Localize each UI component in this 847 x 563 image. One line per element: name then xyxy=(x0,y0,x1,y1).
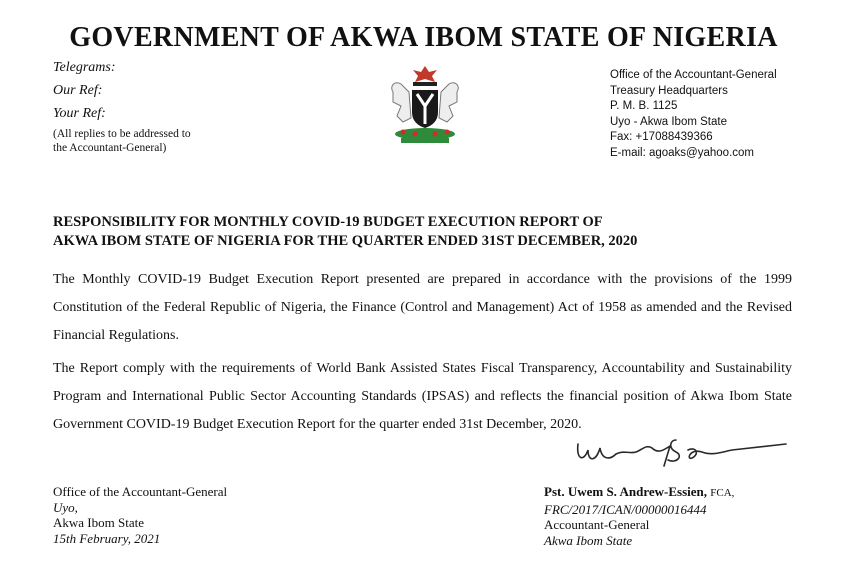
address-line-pmb: P. M. B. 1125 xyxy=(610,100,678,112)
signatory-name-line xyxy=(544,484,734,502)
your-ref-label: Your Ref: xyxy=(53,106,106,121)
signatory-registration: FRC/2017/ICAN/00000016444 xyxy=(544,501,707,517)
footer-state: Akwa Ibom State xyxy=(53,515,144,530)
replies-note-line1: (All replies to be addressed to xyxy=(53,128,191,140)
replies-note-line2: the Accountant-General) xyxy=(53,142,167,154)
letterhead-title: GOVERNMENT OF AKWA IBOM STATE OF NIGERIA xyxy=(69,22,778,53)
report-heading-line1: RESPONSIBILITY FOR MONTHLY COVID-19 BUDGET EXECUTION REPORT OF xyxy=(53,214,603,230)
eagle-icon xyxy=(413,66,437,82)
footer-city: Uyo, xyxy=(53,499,78,515)
signature-block xyxy=(544,484,734,548)
signatory-state: Akwa Ibom State xyxy=(544,532,633,548)
report-heading-line2: AKWA IBOM STATE OF NIGERIA FOR THE QUARTER ENDED 31ST DECEMBER, 2020 xyxy=(53,233,638,249)
address-line-treasury: Treasury Headquarters xyxy=(610,84,728,97)
signatory-title: Accountant-General xyxy=(544,517,650,532)
footer-date: 15th February, 2021 xyxy=(53,530,161,546)
left-horse-icon xyxy=(392,83,411,122)
replies-note xyxy=(53,127,191,155)
address-line-office: Office of the Accountant-General xyxy=(610,69,777,81)
handwritten-signature xyxy=(572,430,792,476)
body-paragraph-2: The Report comply with the requirements of World Bank Assisted States Fiscal Transparency, Accountability and Sustainability Program and International Public Sector Accounting Standards (IPSAS) and reflects the financial position of Akwa Ibom State Government COVID-19 Budget Execution Report for the quarter ended 31st December, 2020. xyxy=(53,361,792,432)
address-line-city: Uyo - Akwa Ibom State xyxy=(610,115,727,128)
address-line-fax: Fax: +17088439366 xyxy=(610,131,713,143)
our-ref-label: Our Ref: xyxy=(53,83,103,98)
footer-office: Office of the Accountant-General xyxy=(53,484,228,499)
body-paragraph-1: The Monthly COVID-19 Budget Execution Report presented are prepared in accordance with the provisions of the 1999 Constitution of the Federal Republic of Nigeria, the Finance (Control and Management) Act of 1958 as amended and the Revised Financial Regulations. xyxy=(53,272,792,343)
telegrams-label: Telegrams: xyxy=(53,60,116,75)
coat-of-arms-icon xyxy=(375,62,475,148)
address-block xyxy=(610,68,777,161)
right-horse-icon xyxy=(439,83,458,122)
signatory-name: Pst. Uwem S. Andrew-Essien, xyxy=(544,484,707,499)
footer-left xyxy=(53,484,227,546)
address-line-email: E-mail: agoaks@yahoo.com xyxy=(610,146,754,159)
signatory-suffix: FCA, xyxy=(710,487,735,499)
